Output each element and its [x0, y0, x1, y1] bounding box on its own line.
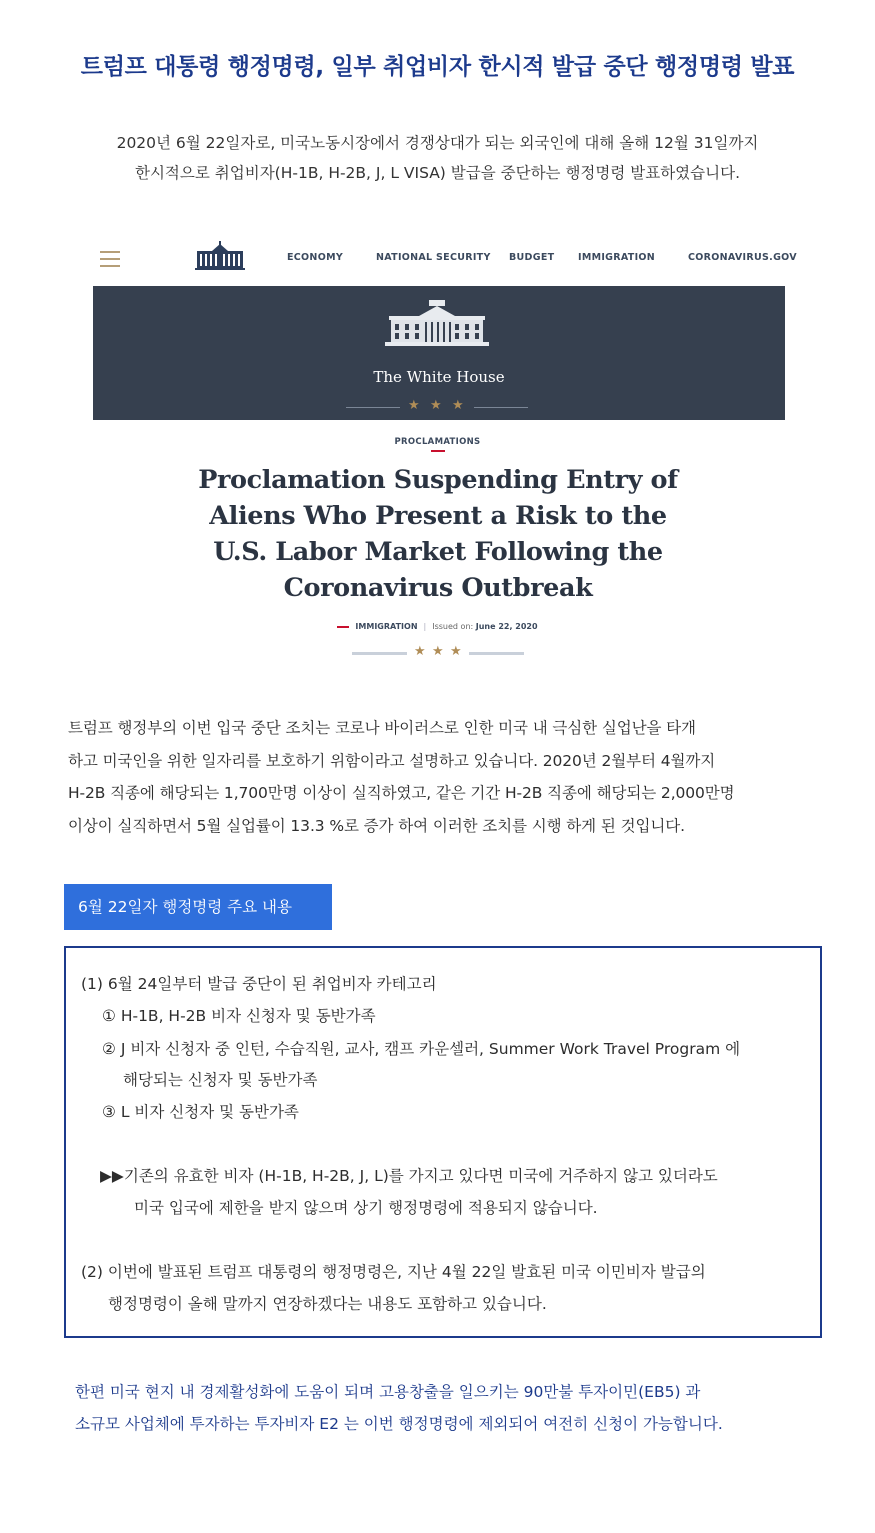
footer-paragraph	[75, 1376, 835, 1440]
item2-line: (2) 이번에 발표된 트럼프 대통령의 행정명령은, 지난 4월 22일 발효된 미국 이민비자 발급의	[81, 1263, 706, 1281]
headline-stars-divider	[352, 644, 524, 662]
category-underline	[431, 450, 445, 452]
nav-item-national-security[interactable]: NATIONAL SECURITY	[376, 252, 491, 263]
key-points-box	[64, 946, 822, 1338]
headline-line: U.S. Labor Market Following the	[213, 537, 663, 567]
note-line-cont: 미국 입국에 제한을 받지 않으며 상기 행정명령에 적용되지 않습니다.	[134, 1199, 598, 1217]
whitehouse-hero-banner	[93, 286, 785, 420]
nav-item-budget[interactable]: BUDGET	[509, 252, 555, 263]
headline-line: Aliens Who Present a Risk to the	[209, 501, 667, 531]
intro-paragraph	[40, 128, 835, 188]
intro-line: 한시적으로 취업비자(H-1B, H-2B, J, L VISA) 발급을 중단하는 행정명령 발표하였습니다.	[134, 164, 741, 182]
star-icon: ★	[452, 398, 464, 413]
whitehouse-building-icon	[385, 300, 489, 352]
issued-date: June 22, 2020	[475, 622, 538, 631]
star-icon: ★	[414, 644, 426, 659]
star-icon: ★	[408, 398, 420, 413]
body-line: 이상이 실직하면서 5월 실업률이 13.3 %로 증가 하여 이러한 조치를 시행 하게 된 것입니다.	[68, 816, 685, 835]
proclamation-headline	[187, 462, 689, 606]
proclamation-meta: IMMIGRATION | Issued on: June 22, 2020	[0, 622, 875, 631]
item2-line-cont: 행정명령이 올해 말까지 연장하겠다는 내용도 포함하고 있습니다.	[108, 1295, 547, 1313]
body-paragraph	[68, 712, 813, 842]
footer-line: 소규모 사업체에 투자하는 투자비자 E2 는 이번 행정명령에 제외되어 여전히 신청이 가능합니다.	[75, 1415, 723, 1433]
item1-sub-b: ② J 비자 신청자 중 인턴, 수습직원, 교사, 캠프 카운셀러, Summer Work Travel Program 에	[102, 1040, 741, 1058]
page-title: 트럼프 대통령 행정명령, 일부 취업비자 한시적 발급 중단 행정명령 발표	[80, 54, 795, 80]
meta-category-link[interactable]: IMMIGRATION	[355, 622, 418, 631]
body-line: 트럼프 행정부의 이번 입국 중단 조치는 코로나 바이러스로 인한 미국 내 극심한 실업난을 타개	[68, 719, 696, 737]
menu-icon[interactable]	[100, 251, 120, 267]
item1-sub-c: ③ L 비자 신청자 및 동반가족	[102, 1103, 299, 1121]
category-label[interactable]: PROCLAMATIONS	[394, 437, 481, 447]
body-line: 하고 미국인을 위한 일자리를 보호하기 위함이라고 설명하고 있습니다. 2020년 2월부터 4월까지	[68, 751, 716, 770]
headline-line: Proclamation Suspending Entry of	[198, 465, 678, 495]
footer-line: 한편 미국 현지 내 경제활성화에 도움이 되며 고용창출을 일으키는 90만불 투자이민(EB5) 과	[75, 1383, 701, 1401]
star-icon: ★	[430, 398, 442, 413]
body-line: H-2B 직종에 해당되는 1,700만명 이상이 실직하였고, 같은 기간 H-2B 직종에 해당되는 2,000만명	[68, 784, 735, 802]
section-heading-tab: 6월 22일자 행정명령 주요 내용	[64, 884, 332, 930]
headline-line: Coronavirus Outbreak	[283, 573, 593, 603]
whitehouse-logo-icon[interactable]	[195, 241, 245, 271]
item1-sub-b-cont: 해당되는 신청자 및 동반가족	[123, 1071, 318, 1089]
nav-item-coronavirus-gov[interactable]: CORONAVIRUS.GOV	[688, 252, 797, 263]
item1-title: (1) 6월 24일부터 발급 중단이 된 취업비자 카테고리	[81, 975, 437, 993]
whitehouse-hero-title: The White House	[373, 368, 505, 386]
note-line: ▶▶기존의 유효한 비자 (H-1B, H-2B, J, L)를 가지고 있다면 미국에 거주하지 않고 있더라도	[100, 1167, 718, 1185]
star-icon: ★	[450, 644, 462, 659]
issued-label: Issued on:	[432, 622, 474, 631]
nav-item-economy[interactable]: ECONOMY	[287, 252, 343, 263]
intro-line: 2020년 6월 22일자로, 미국노동시장에서 경쟁상대가 되는 외국인에 대해 올해 12월 31일까지	[116, 134, 759, 152]
nav-item-immigration[interactable]: IMMIGRATION	[578, 252, 656, 263]
hero-stars-divider	[346, 398, 528, 416]
whitehouse-nav-bar	[93, 238, 797, 280]
item1-sub-a: ① H-1B, H-2B 비자 신청자 및 동반가족	[102, 1007, 376, 1025]
star-icon: ★	[432, 644, 444, 659]
